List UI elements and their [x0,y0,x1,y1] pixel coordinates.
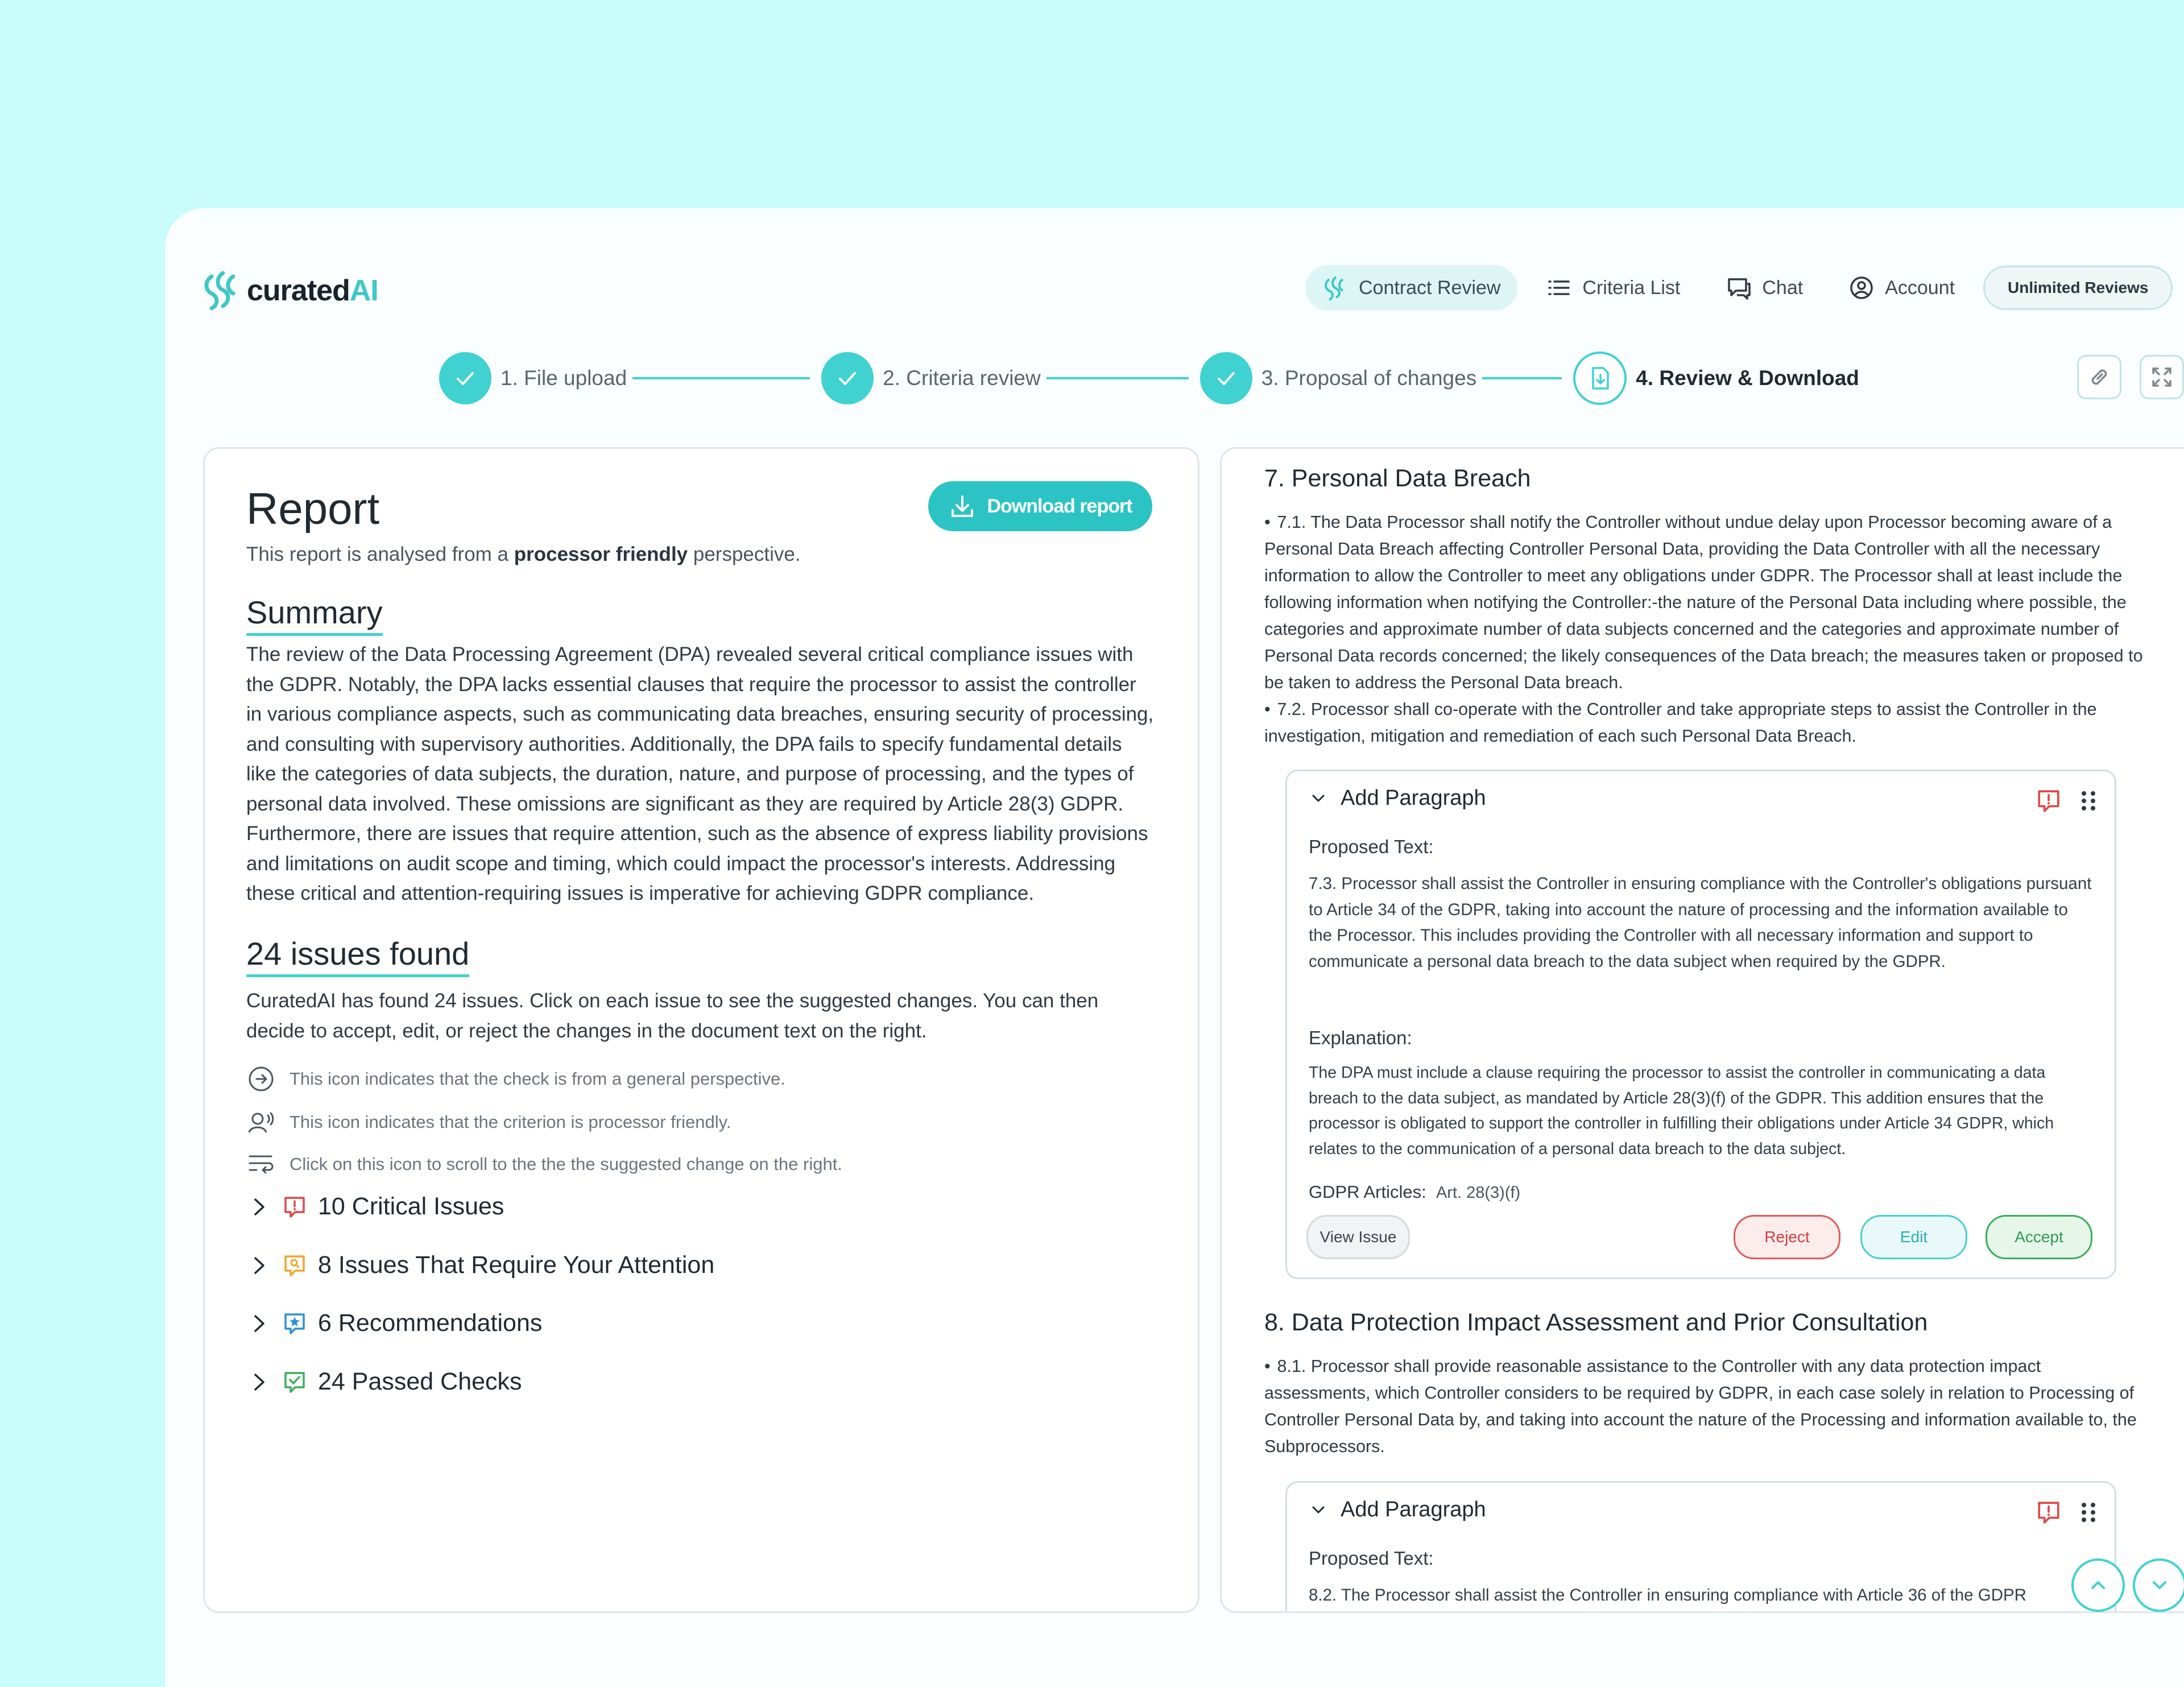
drag-handle-icon[interactable] [2078,1500,2099,1525]
progress-stepper [439,352,1859,405]
report-subtitle: This report is analysed from a processor friendly perspective. [246,543,801,565]
chat-icon [1726,275,1752,301]
step-connector [1046,377,1189,379]
curatedai-logo-icon [1322,275,1349,301]
step-connector [1482,377,1562,379]
legend-processor-friendly: This icon indicates that the criterion is processor friendly. [246,1107,731,1137]
section-7-clause: • 7.1. The Data Processor shall notify the Controller without undue delay upon Processor becoming aware of a Personal Data Breach affecting Controller Personal Data, providing the Data Controller with all the necessary information to allow the Controller to meet any obligations under GDPR. The Processor shall at least include the following information when notifying the Controller:-the nature of the Personal Data including where possible, the categories and approximate number of data subjects concerned and the categories and approximate number of Personal Data records concerned; the likely consequences of the Data breach; the measures taken or proposed to be taken to address the Personal Data breach. [1264,512,2143,692]
plan-badge[interactable]: Unlimited Reviews [1983,266,2173,310]
wrap-text-icon [246,1150,276,1179]
speaking-person-icon [246,1107,276,1137]
step-connector [632,377,810,379]
nav-criteria-list[interactable]: Criteria List [1529,265,1697,311]
card-header[interactable]: Add Paragraph [1309,786,1486,811]
legend-scroll-to: Click on this icon to scroll to the the the suggested change on the right. [246,1150,842,1179]
explanation-text: The DPA must include a clause requiring the processor to assist the controller in communicating a data breach to the data subject, as mandated by Article 28(3)(f) of the GDPR. This addition ensures that the processor is obligated to support the controller in fulfilling their obligations under Article 34 GDPR, which relates to the communication of a personal data breach to the data subject. [1309,1064,2054,1158]
fullscreen-button[interactable] [2140,355,2184,399]
step-file-upload[interactable]: 1. File upload [439,352,627,404]
scroll-up-button[interactable] [2071,1558,2125,1612]
report-title: Report [246,483,380,534]
nav-chat[interactable]: Chat [1709,265,1820,311]
group-attention-issues[interactable]: 8 Issues That Require Your Attention [247,1251,714,1279]
summary-text: The review of the Data Processing Agreement (DPA) revealed several critical compliance issues with the GDPR. Notably, the DPA lacks essential clauses that require the processor to assist the controller in various compliance aspects, such as communicating data breaches, ensuring security of processing, and consulting with supervisory authorities. Additionally, the DPA fails to specify fundamental details like the categories of data subjects, the duration, nature, and purpose of processing, and the types of personal data involved. These omissions are significant as they are required by Article 28(3) GDPR. Furthermore, there are issues that require attention, such as the absence of express liability provisions and limitations on audit scope and timing, which could impact the processor's interests. Addressing these critical and attention-requiring issues is imperative for achieving GDPR compliance. [246,643,1154,904]
user-icon [1848,275,1875,301]
chevron-right-icon [247,1370,271,1394]
nav-account[interactable]: Account [1831,265,1972,311]
passed-check-icon [283,1370,307,1394]
step-proposal-of-changes[interactable]: 3. Proposal of changes [1200,352,1476,404]
chevron-right-icon [247,1254,271,1277]
proposed-text-label: Proposed Text: [1309,836,1434,857]
chevron-down-icon [2147,1573,2172,1598]
top-nav [1305,265,2173,311]
chevron-down-icon [1309,789,1328,808]
section-8-heading: 8. Data Protection Impact Assessment and Prior Consultation [1264,1309,1928,1336]
check-icon [1200,352,1252,404]
gdpr-articles: GDPR Articles: Art. 28(3)(f) [1309,1182,1521,1202]
proposed-text: 7.3. Processor shall assist the Controller in ensuring compliance with the Controller's obligations pursuant to Article 34 of the GDPR, taking into account the nature of processing and the information available to the Processor. This includes providing the Controller with all necessary information and support to communicate a personal data breach to the data subject when required by the GDPR. [1309,874,2092,971]
summary-heading: Summary [246,594,383,636]
view-issue-button[interactable]: View Issue [1306,1215,1410,1259]
critical-alert-icon [283,1195,307,1219]
general-perspective-icon [246,1064,276,1094]
chevron-right-icon [247,1195,271,1219]
group-recommendations[interactable]: 6 Recommendations [247,1309,542,1337]
download-icon [948,492,977,520]
step-criteria-review[interactable]: 2. Criteria review [821,352,1041,404]
list-icon [1546,275,1572,301]
section-7-clause: • 7.2. Processor shall co-operate with the Controller and take appropriate steps to assist the Controller in the investigation, mitigation and remediation of each such Personal Data Breach. [1264,700,2097,746]
recommendation-star-icon [283,1312,307,1335]
accept-button[interactable]: Accept [1986,1215,2092,1259]
step-review-download[interactable]: 4. Review & Download [1573,352,1859,405]
critical-alert-icon [2036,1500,2061,1525]
issues-heading: 24 issues found [246,935,469,977]
issues-intro-text: CuratedAI has found 24 issues. Click on each issue to see the suggested changes. You can then decide to accept, edit, or reject the changes in the document text on the right. [246,990,1099,1042]
report-panel [203,447,1199,1613]
download-report-button[interactable]: Download report [928,481,1152,531]
chevron-down-icon [1309,1500,1328,1520]
nav-contract-review[interactable]: Contract Review [1305,265,1517,311]
critical-alert-icon [2036,788,2061,813]
group-passed-checks[interactable]: 24 Passed Checks [247,1368,522,1396]
scroll-down-button[interactable] [2133,1558,2184,1612]
expand-icon [2149,364,2175,390]
check-icon [821,352,874,404]
group-critical-issues[interactable]: 10 Critical Issues [247,1193,504,1221]
attention-search-icon [283,1254,307,1277]
proposed-text: 8.2. The Processor shall assist the Controller in ensuring compliance with Article 36 of the GDPR [1309,1586,2026,1605]
proposed-text-label: Proposed Text: [1309,1548,1434,1569]
section-8-clause: • 8.1. Processor shall provide reasonable assistance to the Controller with any data protection impact assessments, which Controller considers to be required by GDPR, in each case solely in relation to Processing of Controller Personal Data by, and taking into account the nature of the Processing and information available to, the Subprocessors. [1264,1357,2137,1456]
curatedai-logo-icon [204,271,241,311]
app-window [165,208,2184,1687]
section-7-heading: 7. Personal Data Breach [1264,465,1531,492]
reject-button[interactable]: Reject [1734,1215,1840,1259]
file-download-icon [1573,352,1627,405]
drag-handle-icon[interactable] [2078,788,2099,813]
link-icon [2086,364,2112,390]
legend-general: This icon indicates that the check is from a general perspective. [246,1064,785,1094]
check-icon [439,352,491,404]
card-header[interactable]: Add Paragraph [1309,1498,1486,1522]
logo-text: curatedAI [247,274,378,307]
suggestion-card [1285,770,2116,1279]
chevron-up-icon [2086,1573,2111,1598]
edit-button[interactable]: Edit [1860,1215,1967,1259]
suggestion-card [1285,1481,2116,1613]
copy-link-button[interactable] [2077,355,2121,399]
chevron-right-icon [247,1312,271,1335]
explanation-label: Explanation: [1309,1027,1412,1048]
logo[interactable] [204,271,378,311]
document-panel [1220,447,2184,1613]
